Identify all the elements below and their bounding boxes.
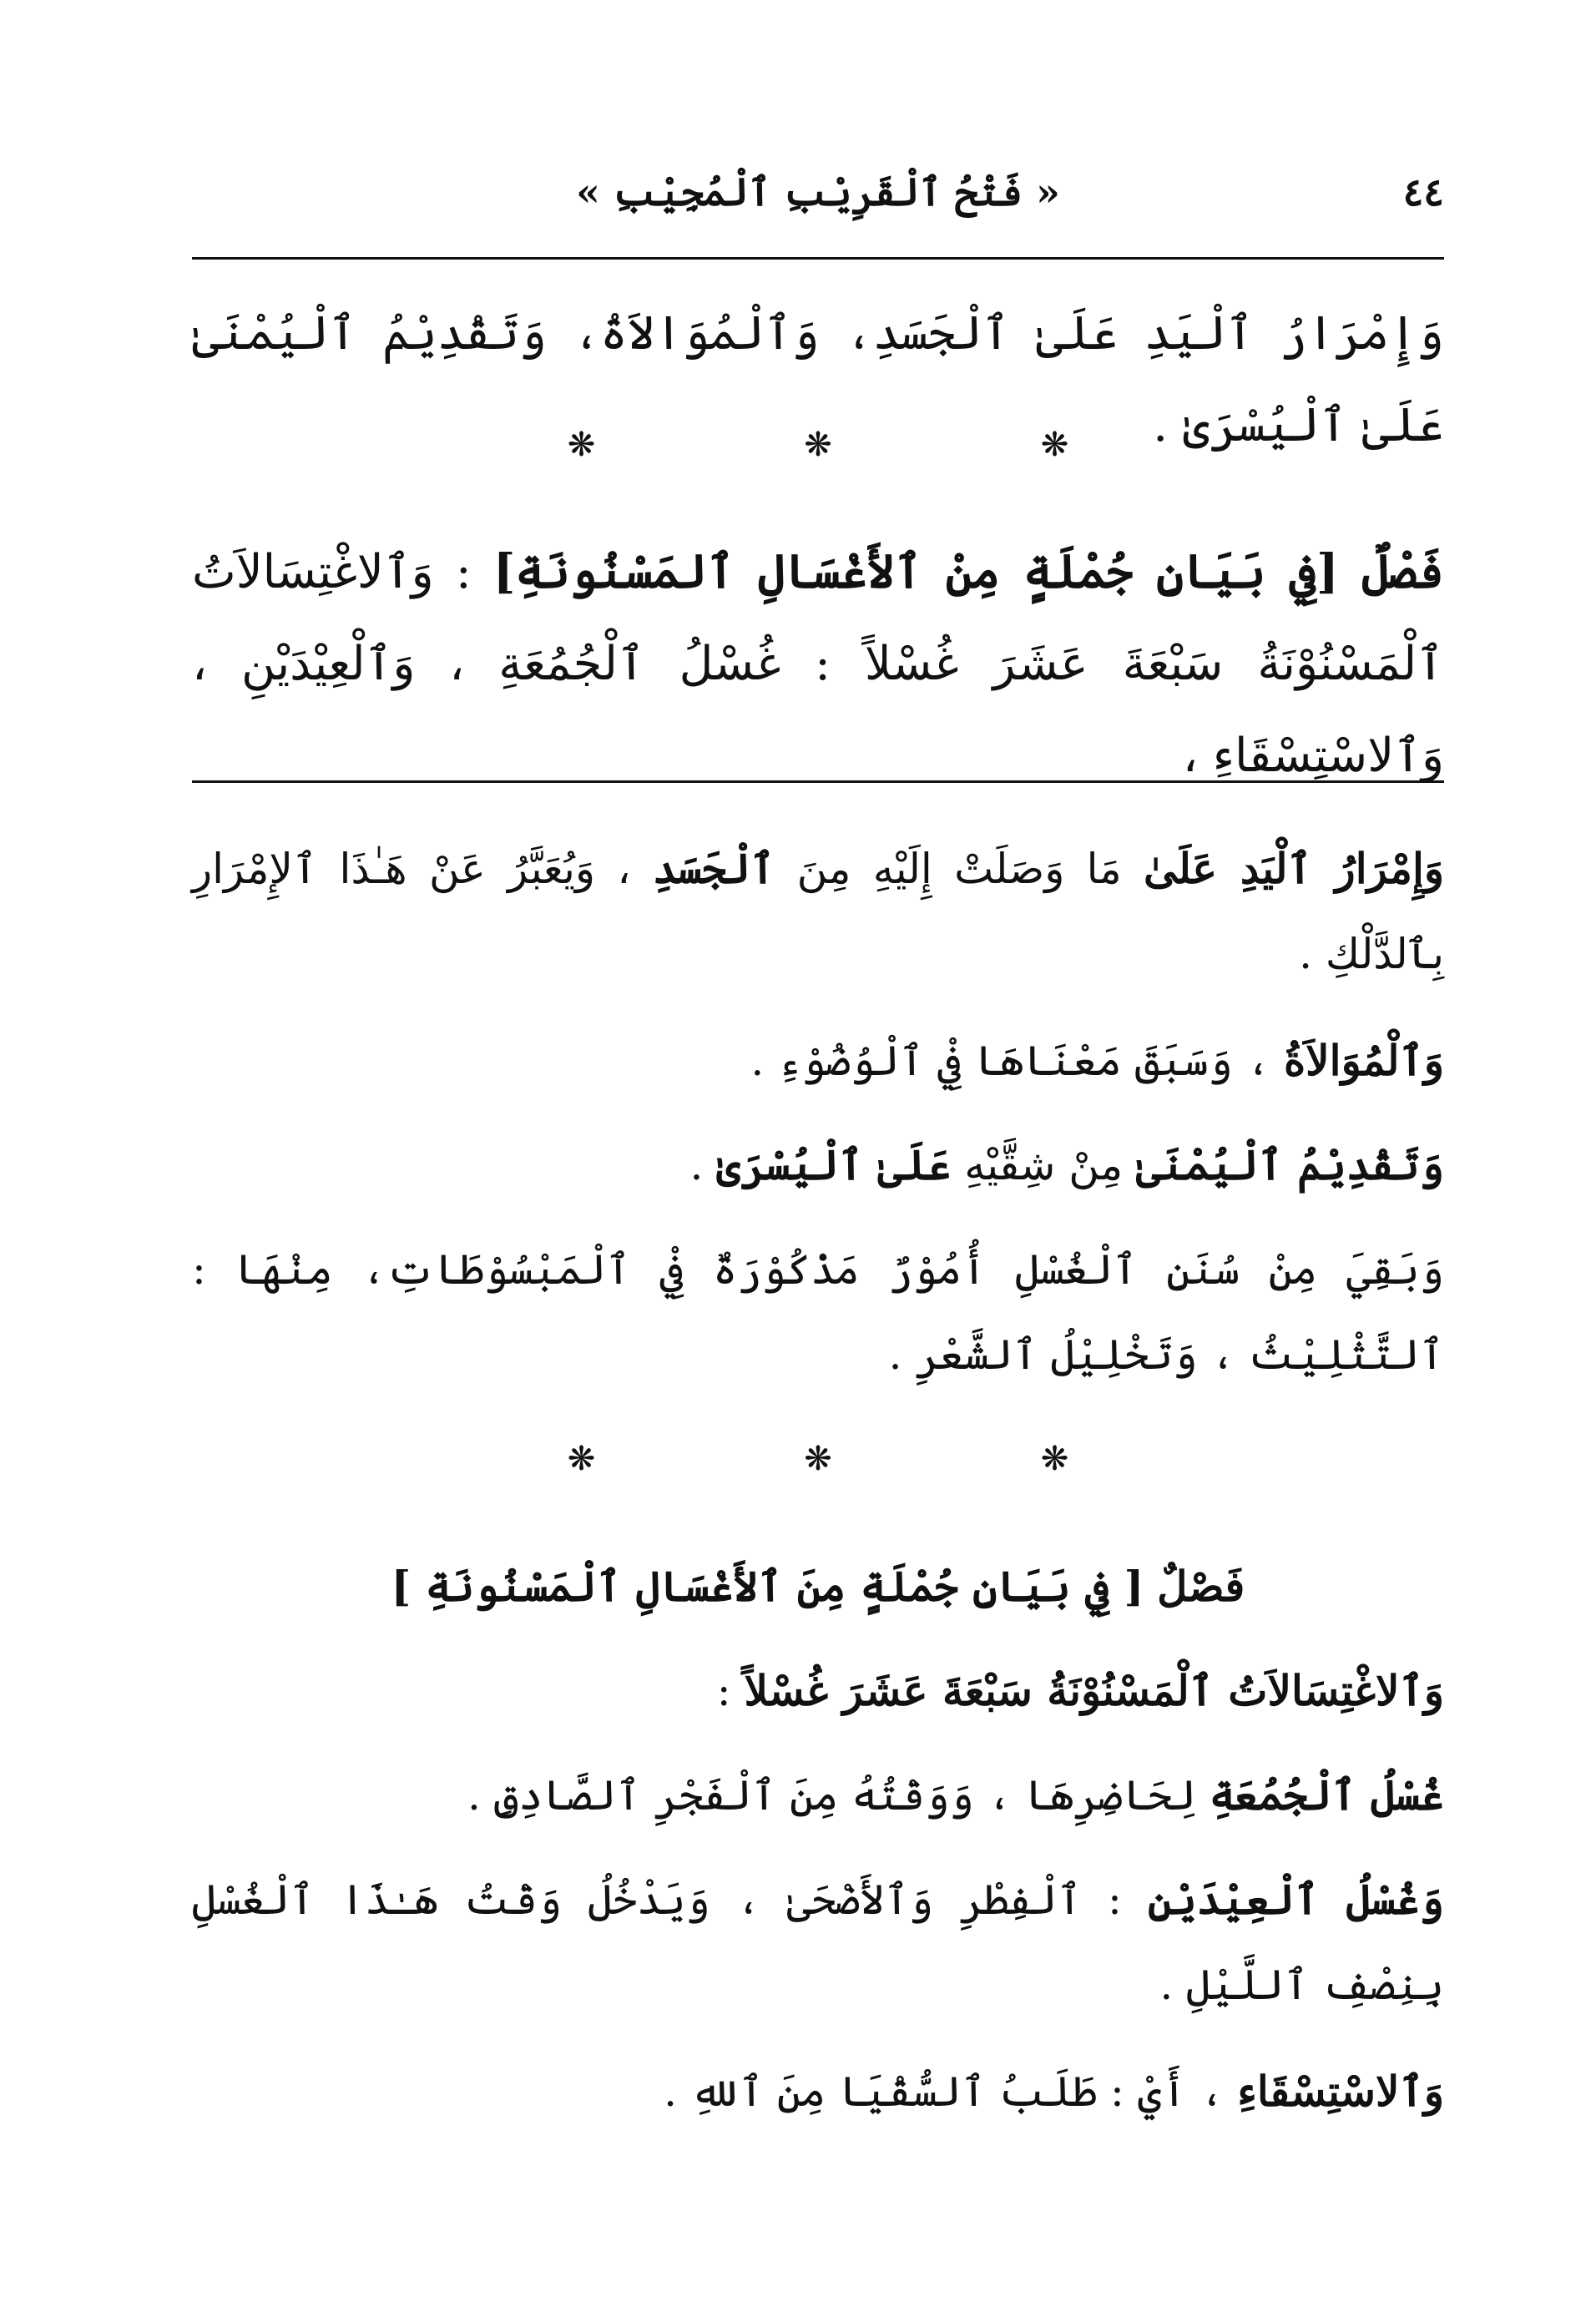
main-section-text-1: : وَٱلاغْتِسَالاَتُ: [192, 545, 472, 599]
star-ornament: ❋: [804, 426, 832, 464]
matn-quote: وَٱلاسْتِسْقَاءِ: [1237, 2067, 1444, 2116]
commentary-paragraph-8: [192, 2049, 1494, 2134]
star-ornament: ❋: [567, 1440, 596, 1478]
commentary-paragraph-7: [192, 1857, 1494, 2027]
commentary-text: ، أَيْ : طَلَبُ ٱلسُّقْيَا مِنَ ٱللهِ .: [664, 2067, 1225, 2116]
commentary-text: مَا وَصَلَتْ إِلَيْهِ مِنَ: [796, 845, 1122, 893]
commentary-section-heading: [192, 1544, 1444, 1629]
commentary-paragraph-6: [192, 1753, 1494, 1838]
commentary-paragraph-3: [192, 1123, 1494, 1208]
commentary-paragraph-4: [192, 1227, 1494, 1397]
matn-quote: وَٱلاغْتِسَالاَتُ ٱلْمَسْنُوْنَةُ سَبْعَةَ عَشَرَ غُسْلاً: [744, 1666, 1444, 1715]
commentary-paragraph-2: [192, 1018, 1494, 1103]
matn-quote: وَغُسْلُ ٱلْعِيْدَيْنِ: [1148, 1875, 1444, 1924]
matn-quote: غُسْلُ ٱلْجُمُعَةِ: [1209, 1770, 1444, 1820]
section-divider-1: [192, 426, 1444, 464]
commentary-text: لِحَاضِرِهَا ، وَوَقْتُهُ مِنَ ٱلْفَجْرِ ٱلصَّادِقِ .: [467, 1771, 1196, 1820]
commentary-text: .: [689, 1141, 704, 1189]
star-ornament: ❋: [567, 426, 596, 464]
commentary-text: ، وَسَبَقَ مَعْنَاهَا فِيْ ٱلْوُضُوْءِ .: [750, 1037, 1271, 1085]
commentary-text: : ٱلْفِطْرِ وَٱلأَضْحَىٰ ، وَيَدْخُلُ وَقْتُ هَـٰذَا ٱلْغُسْلِ بِنِصْفِ ٱللَّيْلِ .: [192, 1875, 1444, 2009]
main-line-1: وَإِمْرَارُ ٱلْيَدِ عَلَىٰ ٱلْجَسَدِ، وَٱلْمُوَالاَةُ، وَتَقْدِيْمُ ٱلْيُمْنَىٰ عَلَىٰ ٱلْيُسْرَىٰ .: [192, 306, 1444, 452]
commentary-paragraph-5: [192, 1648, 1494, 1734]
matn-quote: وَتَقْدِيْمُ ٱلْيُمْنَىٰ: [1136, 1140, 1444, 1189]
matn-quote: ٱلْجَسَدِ: [652, 844, 775, 893]
star-ornament: ❋: [804, 1440, 832, 1478]
matn-quote: وَإِمْرَارُ ٱلْيَدِ عَلَىٰ: [1143, 844, 1444, 893]
main-section-text-2: ٱلْمَسْنُوْنَةُ سَبْعَةَ عَشَرَ غُسْلاً : غُسْلُ ٱلْجُمُعَةِ ، وَٱلْعِيْدَيْنِ ، وَٱلاسْتِسْقَاءِ ،: [192, 637, 1444, 783]
star-ornament: ❋: [1040, 426, 1069, 464]
matn-quote: وَٱلْمُوَالاَةُ: [1283, 1036, 1444, 1085]
page-number: ٤٤: [1402, 169, 1444, 215]
commentary-text: مِنْ شِقَّيْهِ: [964, 1141, 1124, 1189]
page-header: [192, 159, 1444, 225]
commentary-text: وَبَقِيَ مِنْ سُنَنِ ٱلْغُسْلِ أُمُوْرٌ مَذْكُوْرَةٌ فِيْ ٱلْمَبْسُوْطَاتِ، مِنْهَا : ٱلتَّثْلِيْثُ ، وَتَخْلِيْلُ ٱلشَّعْرِ .: [192, 1245, 1444, 1379]
commentary-rule: [192, 780, 1444, 783]
running-title: « فَتْحُ ٱلْقَرِيْبِ ٱلْمُجِيْبِ »: [576, 169, 1060, 215]
main-section-heading: فَصْلٌ [فِي بَيَانِ جُمْلَةٍ مِنْ ٱلأَغْسَالِ ٱلمَسْنُونَةِ]: [492, 544, 1444, 599]
commentary-text: ، وَيُعَبَّرُ عَنْ هَـٰذَا ٱلإِمْرَارِ بِٱلدَّلْكِ .: [192, 845, 1444, 978]
section-heading-label: فَصْلٌ: [1157, 1562, 1245, 1611]
commentary-text: :: [716, 1667, 731, 1715]
star-ornament: ❋: [1040, 1440, 1069, 1478]
matn-quote: عَلَىٰ ٱلْيُسْرَىٰ: [716, 1140, 952, 1189]
header-rule: [192, 257, 1444, 260]
section-divider-2: [192, 1440, 1444, 1478]
section-heading-title: [ فِي بَيَانِ جُمْلَةٍ مِنَ ٱلأَغْسَالِ ٱلْمَسْنُونَةِ ]: [391, 1562, 1144, 1611]
main-section-paragraph: [192, 526, 1444, 802]
commentary-paragraph-1: [192, 826, 1494, 997]
